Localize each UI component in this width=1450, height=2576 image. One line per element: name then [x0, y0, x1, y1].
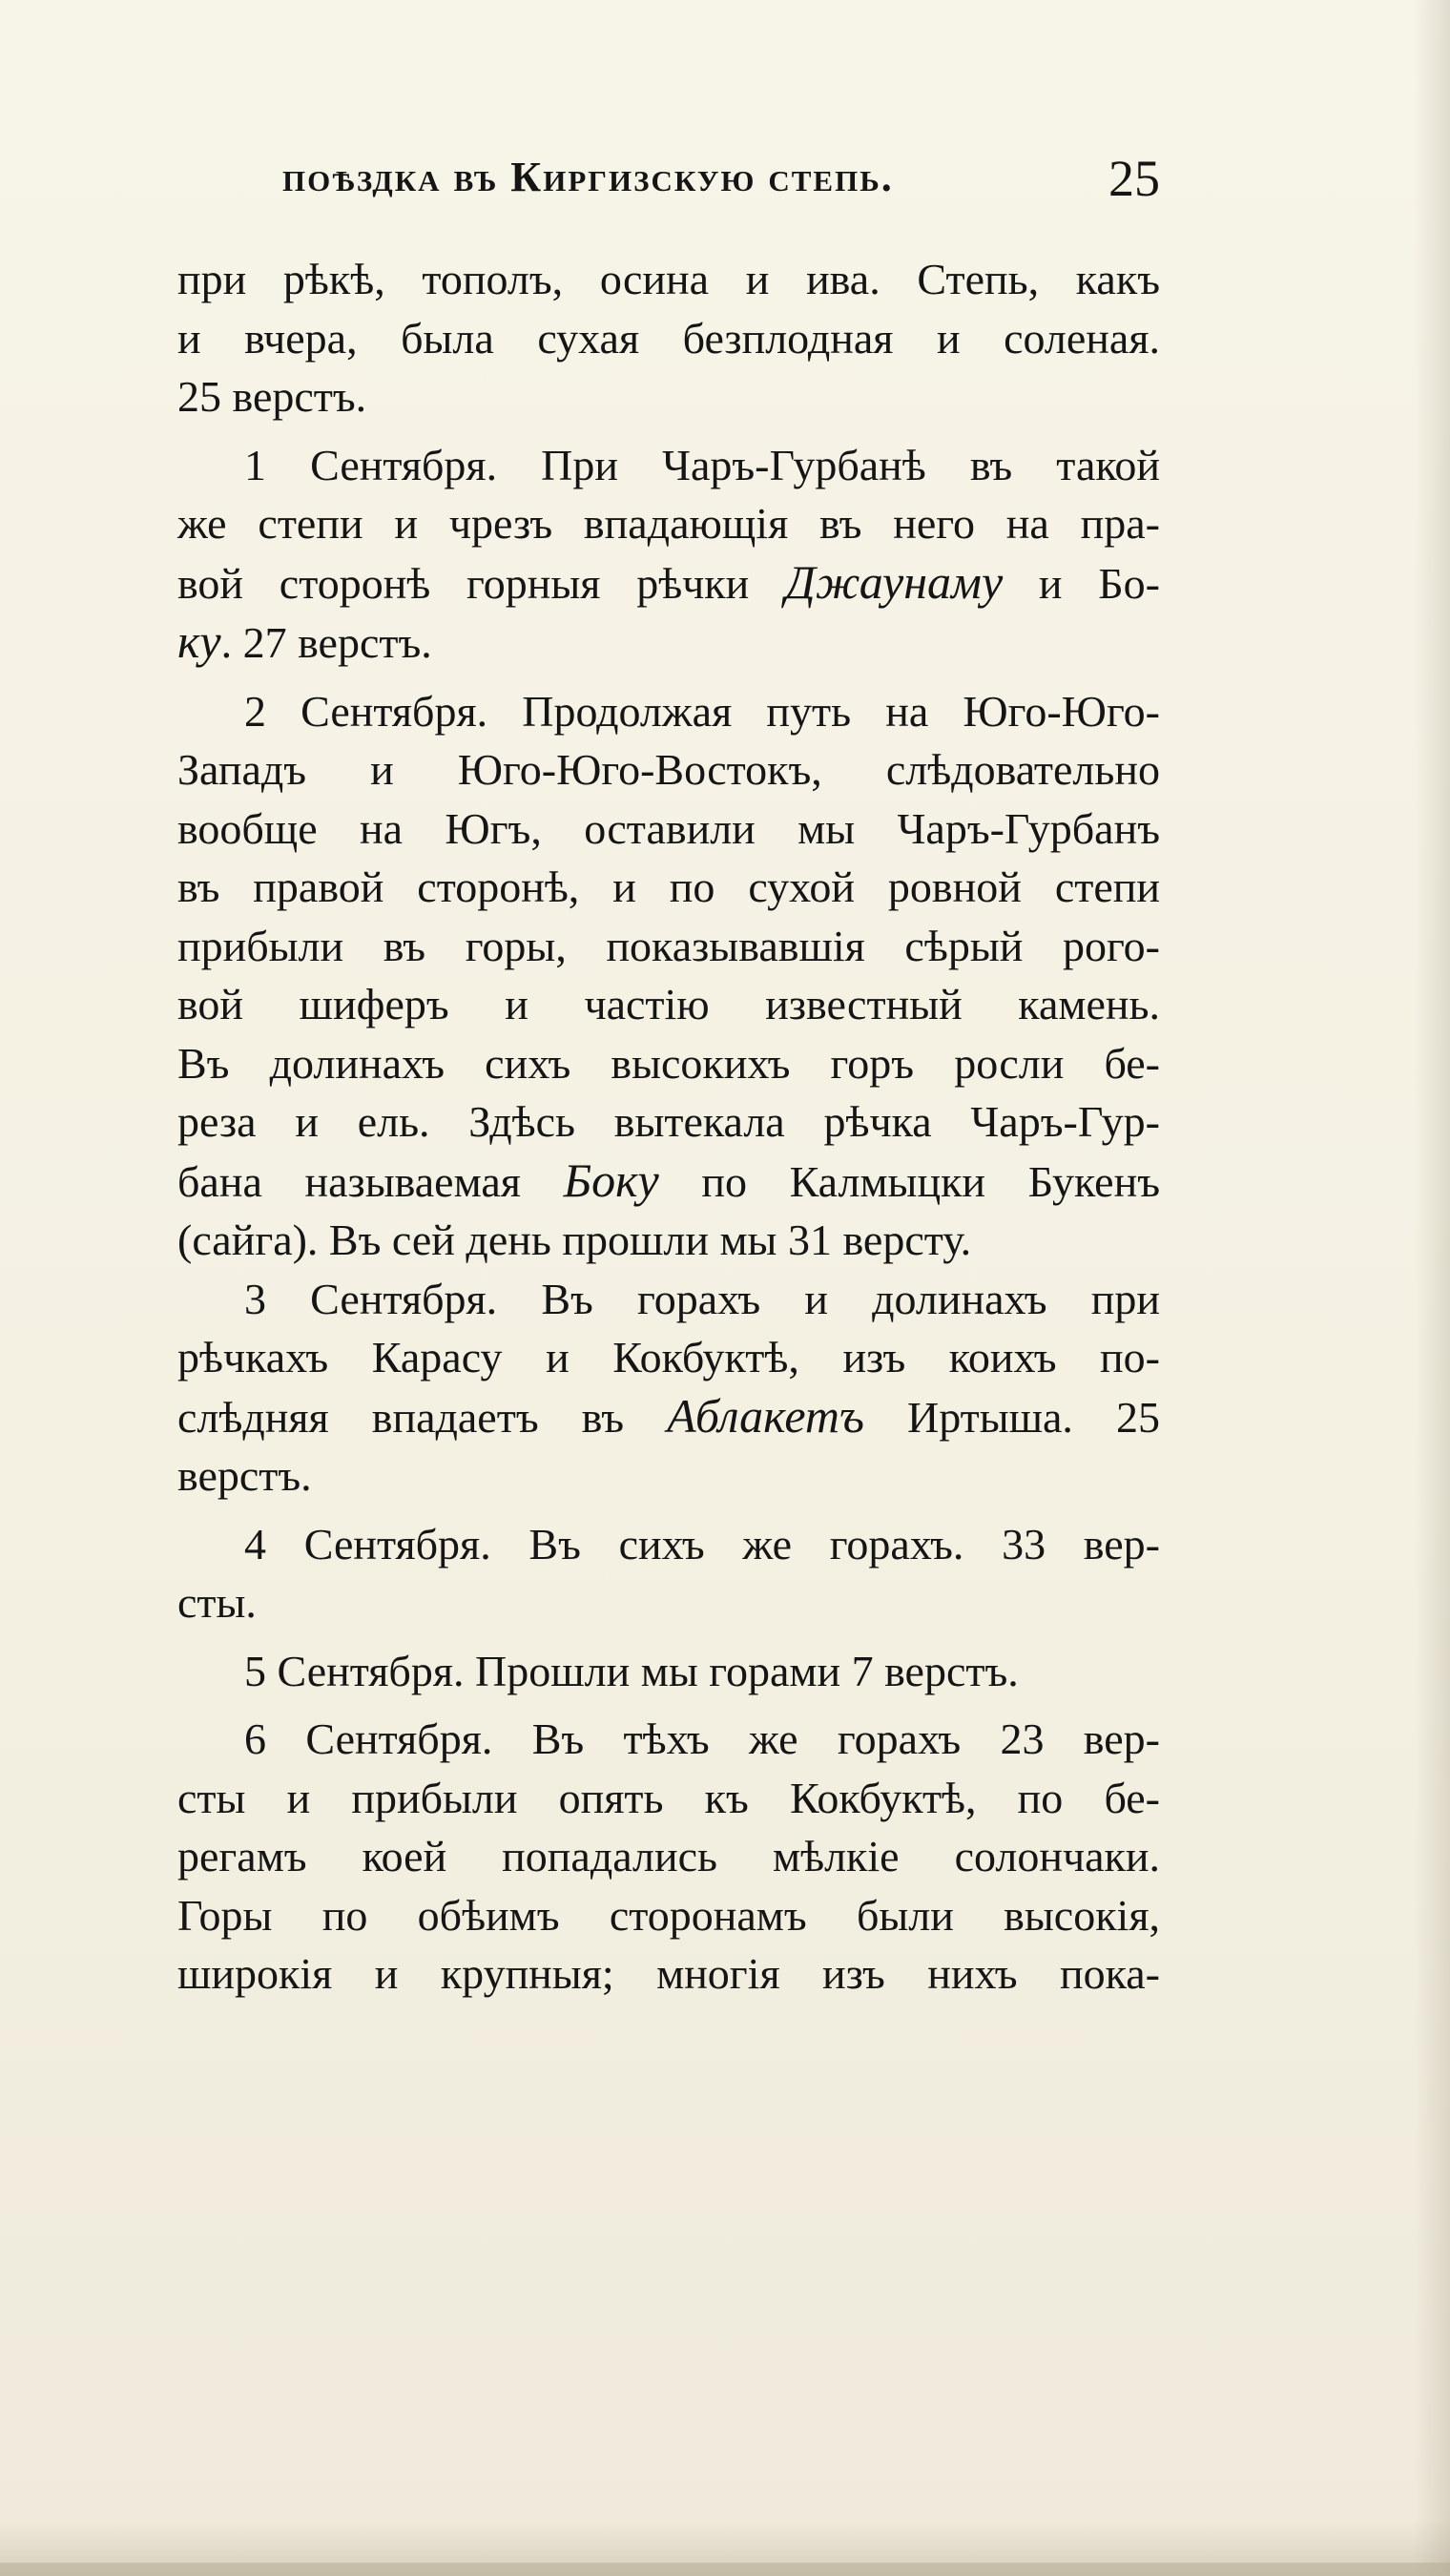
- paragraph: [177, 1515, 1160, 1632]
- paragraph: [177, 682, 1160, 1270]
- text-line-italic: [177, 613, 1160, 673]
- paragraph: [177, 1270, 1160, 1506]
- line-segment: вой сторонѣ горныя рѣчки: [177, 558, 786, 608]
- paragraph: [177, 1642, 1160, 1701]
- text-line: рѣчкахъ Карасу и Кокбуктѣ, изъ коихъ по-: [177, 1333, 1160, 1381]
- line-segment: слѣдняя впадаетъ въ: [177, 1392, 668, 1442]
- page-header: [282, 143, 1160, 210]
- text-line-italic: [177, 1152, 1160, 1212]
- line-segment: по Калмыцки Букенъ: [658, 1156, 1160, 1206]
- text-line: при рѣкѣ, тополъ, осина и ива. Степь, какъ: [177, 255, 1160, 303]
- text-line: сты.: [177, 1578, 257, 1627]
- text-line: вой шиферъ и частію известный камень.: [177, 980, 1160, 1028]
- text-line: 25 верстъ.: [177, 372, 367, 421]
- text-line-italic: [177, 1387, 1160, 1447]
- text-line: 3 Сентября. Въ горахъ и долинахъ при: [244, 1274, 1160, 1323]
- page-number: 25: [1108, 150, 1160, 207]
- text-line: широкія и крупныя; многія изъ нихъ пока-: [177, 1949, 1160, 1998]
- line-segment: Иртыша. 25: [863, 1392, 1160, 1442]
- text-line-italic: [177, 553, 1160, 613]
- text-line: Горы по обѣимъ сторонамъ были высокія,: [177, 1890, 1160, 1940]
- text-line: 4 Сентября. Въ сихъ же горахъ. 33 вер-: [244, 1519, 1160, 1568]
- text-line: регамъ коей попадались мѣлкіе солончаки.: [177, 1832, 1160, 1880]
- text-line: Западъ и Юго-Юго-Востокъ, слѣдовательно: [177, 745, 1160, 794]
- paragraph: [177, 250, 1160, 426]
- running-head: поѣздка въ Киргизскую степь.: [282, 154, 894, 200]
- paragraph: [177, 436, 1160, 673]
- text-line: Въ долинахъ сихъ высокихъ горъ росли бе-: [177, 1038, 1160, 1088]
- text-line: 5 Сентября. Прошли мы горами 7 верстъ.: [244, 1646, 1019, 1695]
- page-edge-shadow: [1414, 0, 1450, 2576]
- text-line: 2 Сентября. Продолжая путь на Юго-Юго-: [244, 686, 1160, 736]
- text-line: вообще на Югъ, оставили мы Чаръ-Гурбанъ: [177, 803, 1160, 853]
- text-line: (сайга). Въ сей день прошли мы 31 версту.: [177, 1215, 972, 1264]
- text-line: 1 Сентября. При Чаръ-Гурбанѣ въ такой: [244, 440, 1160, 489]
- text-line: въ правой сторонѣ, и по сухой ровной степи: [177, 862, 1160, 911]
- paragraph: [177, 1710, 1160, 2004]
- body-text: [177, 250, 1160, 2004]
- line-segment: и: [1003, 558, 1099, 608]
- page-bottom-edge: [0, 2563, 1450, 2576]
- text-line: 6 Сентября. Въ тѣхъ же горахъ 23 вер-: [244, 1714, 1160, 1763]
- text-line: же степи и чрезъ впадающія въ него на пра-: [177, 499, 1160, 548]
- line-segment: Бо-: [1098, 558, 1160, 608]
- text-line: прибыли въ горы, показывавшія сѣрый рого-: [177, 921, 1160, 970]
- line-segment: бана называемая: [177, 1156, 564, 1206]
- line-segment: . 27 верстъ.: [220, 618, 432, 667]
- italic-term: Джаунаму: [785, 554, 1004, 609]
- italic-term: Аблакетъ: [667, 1388, 864, 1443]
- text-line: реза и ель. Здѣсь вытекала рѣчка Чаръ-Гур-: [177, 1097, 1160, 1146]
- text-line: сты и прибыли опять къ Кокбуктѣ, по бе-: [177, 1773, 1160, 1822]
- text-line: верстъ.: [177, 1451, 312, 1500]
- italic-term: ку: [177, 614, 221, 668]
- italic-term: Боку: [563, 1153, 659, 1207]
- text-line: и вчера, была сухая безплодная и соленая.: [177, 313, 1160, 363]
